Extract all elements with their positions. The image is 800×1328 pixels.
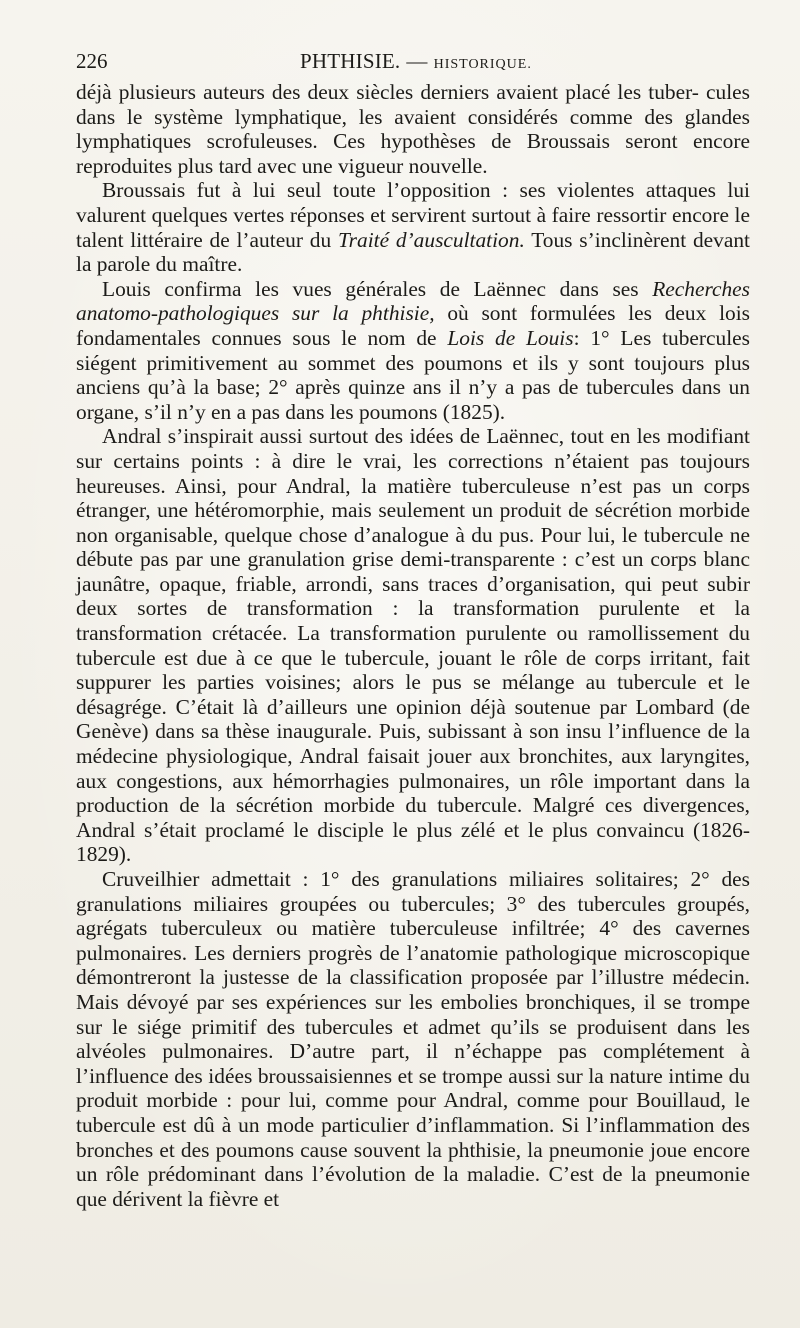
- running-head: [300, 44, 532, 82]
- paragraph-5: Cruveilhier admettait : 1° des granulations miliaires solitaires; 2° des granulations miliaires groupées ou tubercules; 3° des tubercules groupés, agrégats tuberculeux ou matière tuberculeuse infiltrée; 4° des cavernes pulmonaires. Les derniers progrès de l’anatomie pathologique microscopique démontreront la justesse de la classification proposée par l’illustre médecin. Mais dévoyé par ses expériences sur les embolies bronchiques, il se trompe sur le siége primitif des tubercules et admet qu’ils se produisent dans les alvéoles pulmonaires. D’autre part, il n’échappe pas complétement à l’influence des idées broussaisiennes et se trompe aussi sur la nature intime du produit morbide : pour lui, comme pour Andral, comme pour Bouillaud, le tubercule est dû à un mode particulier d’inflammation. Si l’inflammation des bronches et des poumons cause souvent la phthisie, la pneumonie joue encore un rôle prédominant dans l’évolution de la maladie. C’est de la pneumonie que dérivent la fièvre et: [76, 867, 750, 1211]
- paragraph-1-line-4: encore reproduites plus tard avec une vigueur nouvelle.: [76, 129, 750, 178]
- running-head-title: PHTHISIE.: [300, 49, 401, 73]
- running-head-dash: —: [406, 49, 428, 73]
- lois-de-louis: Lois de Louis: [447, 325, 574, 350]
- paragraph-1-line-2: cules dans le système lymphatique, les avaient considérés comme des: [76, 80, 750, 129]
- paragraph-2-line-4: s’inclinèrent devant la parole du maître.: [76, 227, 750, 277]
- paragraph-3-part-3: : 1° Les tubercules siégent primitivement au sommet des poumons et ils y sont toujours plus anciens qu’à la base; 2° après quinze ans il n’y a pas de tubercules dans un organe, s’il n’y en a pas dans les poumons (1825).: [76, 325, 750, 424]
- paragraph-2-line-3-end: Tous: [524, 227, 573, 252]
- running-head-subtitle: HISTORIQUE.: [433, 57, 532, 72]
- paragraph-4: Andral s’inspirait aussi surtout des idées de Laënnec, tout en les modifiant sur certains points : à dire le vrai, les corrections n’étaient pas toujours heureuses. Ainsi, pour Andral, la matière tuberculeuse n’est pas un corps étranger, une hétéromorphie, mais seulement un produit de sécrétion morbide non organisable, quelque chose d’analogue à du pus. Pour lui, le tubercule ne débute pas par une granulation grise demi-transparente : c’est un corps blanc jaunâtre, opaque, friable, arrondi, sans traces d’organisation, qui peut subir deux sortes de transformation : la transformation purulente et la transformation crétacée. La transformation purulente ou ramollissement du tubercule est due à ce que le tubercule, jouant le rôle de corps irritant, fait suppurer les parties voisines; alors le pus se mélange au tubercule et le désagrége. C’était là d’ailleurs une opinion déjà soutenue par Lombard (de Genève) dans sa thèse inaugurale. Puis, subissant à son insu l’influence de la médecine physiologique, Andral faisait jouer aux bronchites, aux laryngites, aux congestions, aux hémorrhagies pulmonaires, un rôle important dans la production de la sécrétion morbide du tubercule. Malgré ces divergences, Andral s’était proclamé le disciple le plus zélé et le plus convaincu (1826-1829).: [76, 424, 750, 867]
- page-header: [76, 44, 750, 78]
- paragraph-3-part-2: où sont formulées les deux lois fondamentales connues sous le nom de: [76, 301, 750, 350]
- book-title-recherches: Recherches anatomo-pathologiques sur la phthisie,: [76, 276, 750, 326]
- page-number: 226: [76, 49, 108, 73]
- paragraph-1: [76, 80, 750, 178]
- body-text: [76, 80, 750, 1211]
- paragraph-1-line-1: déjà plusieurs auteurs des deux siècles derniers avaient placé les tuber-: [76, 80, 699, 104]
- paragraph-2: [76, 178, 750, 276]
- paragraph-2-line-3: encore le talent littéraire de l’auteur du: [76, 202, 750, 252]
- paragraph-1-line-3: glandes lymphatiques scrofuleuses. Ces hypothèses de Broussais seront: [76, 104, 750, 154]
- book-title-traite: Traité d’auscultation.: [337, 227, 525, 252]
- paragraph-2-line-1: Broussais fut à lui seul toute l’opposition : ses violentes attaques lui: [102, 178, 750, 203]
- paragraph-2-line-2: valurent quelques vertes réponses et servirent surtout à faire ressortir: [76, 202, 667, 227]
- paragraph-3: [76, 277, 750, 425]
- paragraph-3-part-1: Louis confirma les vues générales de Laënnec dans ses: [102, 276, 653, 301]
